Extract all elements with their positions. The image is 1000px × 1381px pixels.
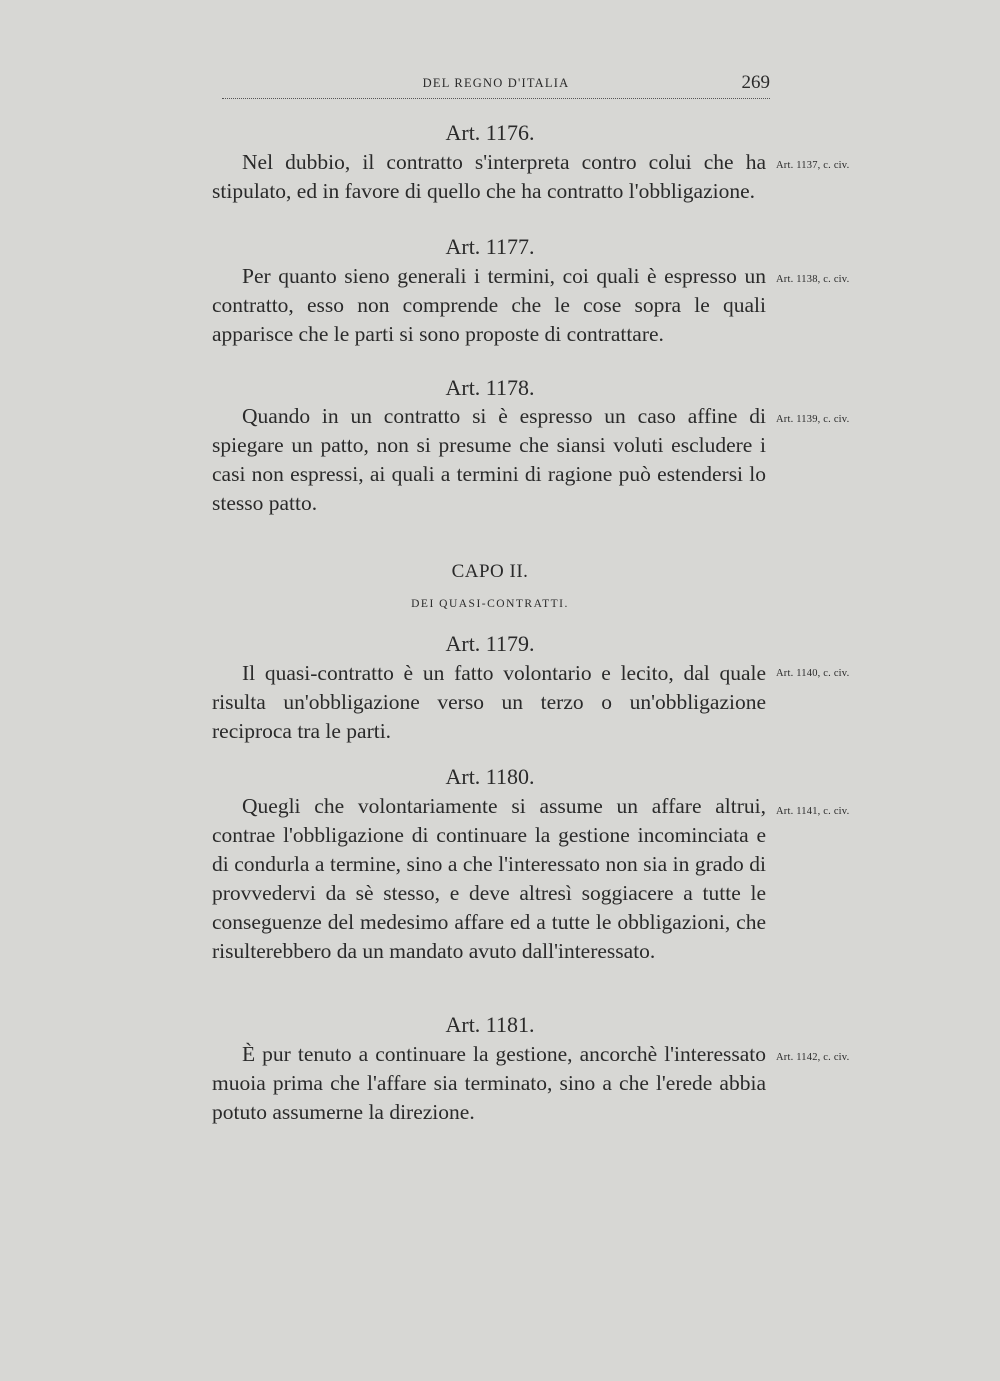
article-heading-1180: Art. 1180. <box>445 764 535 789</box>
running-title: DEL REGNO D'ITALIA <box>422 76 570 90</box>
article-text-1181: È pur tenuto a continuare la gestione, ancorchè l'interessato muoia prima che l'affare sia terminato, sino a che l'erede abbia potuto assumerne la direzione. <box>212 1042 766 1124</box>
margin-note-1181: Art. 1142, c. civ. <box>776 1052 850 1063</box>
margin-note-1179: Art. 1140, c. civ. <box>776 668 850 679</box>
margin-note-1178: Art. 1139, c. civ. <box>776 414 850 425</box>
margin-note-1180: Art. 1141, c. civ. <box>776 806 850 817</box>
article-text-1177: Per quanto sieno generali i termini, coi quali è espresso un contratto, esso non comprende che le cose sopra le quali apparisce che le parti si sono proposte di contrattare. <box>212 264 766 346</box>
article-heading-1177: Art. 1177. <box>445 234 535 259</box>
article-heading-1179: Art. 1179. <box>445 631 535 656</box>
article-text-1180: Quegli che volontariamente si assume un affare altrui, contrae l'obbligazione di continuare la gestione incominciata e di condurla a termine, sino a che l'interessato non sia in grado di provvedervi da sè stesso, e deve altresì soggiacere a tutte le conseguenze del medesimo affare ed a tutte le obbligazioni, che risulterebbero da un mandato avuto dall'interessato. <box>212 794 766 963</box>
margin-note-1176: Art. 1137, c. civ. <box>776 160 850 171</box>
page-number: 269 <box>741 72 770 93</box>
article-text-1176: Nel dubbio, il contratto s'interpreta contro colui che ha stipulato, ed in favore di quello che ha contratto l'obbligazione. <box>212 150 766 203</box>
article-heading-1176: Art. 1176. <box>445 120 535 145</box>
running-header <box>222 72 770 99</box>
article-text-1178: Quando in un contratto si è espresso un caso affine di spiegare un patto, non si presume che siansi voluti escludere i casi non espressi, ai quali a termini di ragione può estendersi lo stesso patto. <box>212 404 766 515</box>
article-text-1179: Il quasi-contratto è un fatto volontario e lecito, dal quale risulta un'obbligazione verso un terzo o un'obbligazione reciproca tra le parti. <box>212 661 766 743</box>
article-heading-1178: Art. 1178. <box>445 375 535 400</box>
article-heading-1181: Art. 1181. <box>445 1012 535 1037</box>
chapter-subtitle: DEI QUASI-CONTRATTI. <box>411 598 569 610</box>
chapter-title: CAPO II. <box>451 561 529 582</box>
margin-note-1177: Art. 1138, c. civ. <box>776 274 850 285</box>
